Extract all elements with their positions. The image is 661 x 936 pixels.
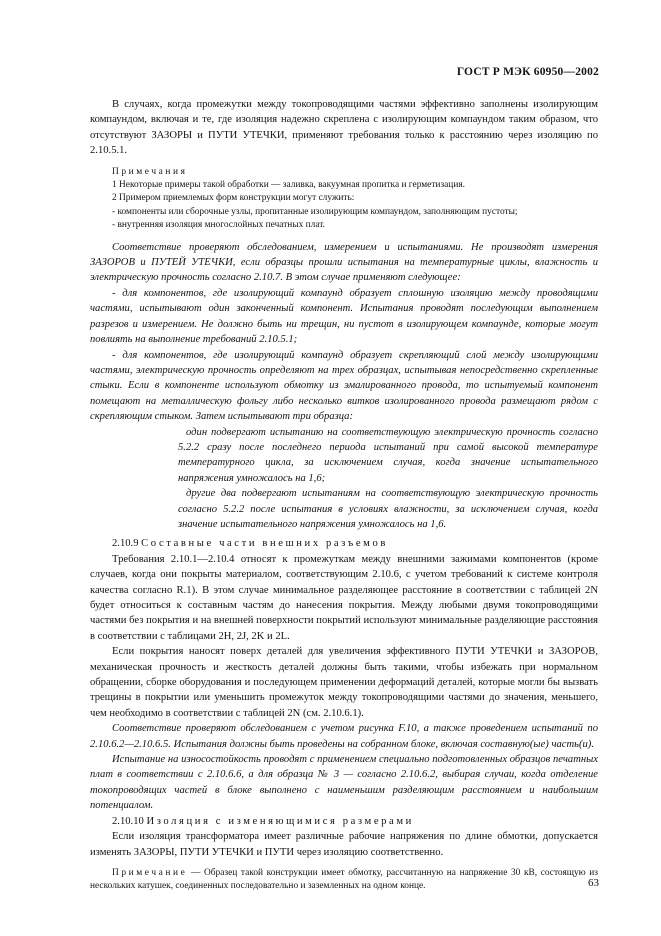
section-heading-2-10-10	[90, 814, 598, 829]
final-note	[90, 867, 598, 894]
section-number: 2.10.9	[112, 538, 139, 550]
note-2: 2 Примером приемлемых форм конструкции могут служить:	[112, 193, 355, 204]
page-number: 63	[588, 877, 599, 889]
note-1: 1 Некоторые примеры такой обработки — заливка, вакуумная пропитка и герметизация.	[112, 180, 465, 191]
note-2-item-b: - внутренняя изоляция многослойных печатных плат.	[112, 220, 325, 231]
compliance-dash-2: - для компонентов, где изолирующий компаунд образует скрепляющий слой между изолирующими частями, электрическую прочность определяют на трех образцах, испытывая непосредственно скрепленные стыки. Если в компоненте используют обмотку из эмалированного провода, то испытуемый компонент помещают на металлическую фольгу либо несколько витков изолированного провода размещают рядом с скрепляющим стыком. Затем испытывают три образца:	[90, 349, 598, 423]
standard-header: ГОСТ Р МЭК 60950—2002	[456, 66, 599, 78]
compliance-sub-2: другие два подвергают испытаниям на соответствующую электрическую прочность согласно 5.2.2 после испытания в условиях влажности, за исключением случая, когда значение испытательного напряжения умножалось на 1,6.	[178, 488, 598, 530]
section-title: Составные части внешних разъемов	[141, 538, 388, 550]
notes-title: Примечания	[112, 166, 188, 177]
compliance-check-2: Соответствие проверяют обследованием с учетом рисунка F.10, а также проведением испытаний по 2.10.6.2—2.10.6.5. Испытания должны быть проведены на собранном блоке, включая составную(ые) часть(и).	[90, 723, 598, 750]
compliance-dash-1: - для компонентов, где изолирующий компаунд образует сплошную изоляцию между проводящими частями, испытывают один законченный компонент. Испытания проводят последующим выполнением разрезов и измерением. Не должно быть ни трещин, ни пустот в изолирующем компаунде, которые могут повлиять на выполнение требований 2.10.5.1;	[90, 287, 598, 346]
final-note-text: — Образец такой конструкции имеет обмотку, рассчитанную на напряжение 30 кВ, состоящую из нескольких катушек, соединенных последовательно и заземленных на одном конце.	[90, 867, 598, 892]
section-heading-2-10-9	[90, 536, 598, 551]
paragraph-2-10-9-b: Если покрытия наносят поверх деталей для увеличения эффективного ПУТИ УТЕЧКИ и ЗАЗОРОВ, механическая прочность и жесткость деталей должны быть такими, чтобы избежать при нормальном обращении, сборке оборудования и последующем применении деформаций деталей, которые могли бы вызвать трещины в покрытии или уменьшить промежуток между токопроводящими частями до значения, меньшего, чем необходимо в соответствии с таблицей 2N (см. 2.10.6.1).	[90, 646, 598, 719]
page-body	[90, 97, 598, 894]
final-note-title: Примечание	[112, 867, 188, 878]
compliance-check-1: Соответствие проверяют обследованием, измерением и испытаниями. Не производят измерения ЗАЗОРОВ и ПУТЕЙ УТЕЧКИ, если образцы прошли испытания на температурные циклы, влажность и электрическую прочность согласно 2.10.7. В этом случае применяют следующее:	[90, 241, 598, 284]
compliance-sub-1: один подвергают испытанию на соответствующую электрическую прочность согласно 5.2.2 сразу после последнего периода испытаний при самой высокой температуре температурного цикла, за исключением случая, когда значение испытательного напряжения умножалось на 1,6;	[178, 426, 598, 484]
paragraph-insulation-compound: В случаях, когда промежутки между токопроводящими частями эффективно заполнены изолирующим компаундом, включая и те, где изоляция надежно скреплена с изолирующим компаундом таким образом, что отсутствуют ЗАЗОРЫ и ПУТИ УТЕЧКИ, применяют требования только к расстоянию через изоляцию по 2.10.5.1.	[90, 99, 598, 157]
section-title: Изоляция с изменяющимися размерами	[146, 815, 414, 827]
section-number: 2.10.10	[112, 815, 144, 827]
paragraph-2-10-9-a: Требования 2.10.1—2.10.4 относят к промежуткам между внешними зажимами компонентов (кроме случаев, когда они покрыты материалом, соответствующим 2.10.6, с учетом требований к системе контроля качества согласно R.1). В этом случае минимальное разделяющее расстояние в соответствии с таблицей 2N будет относиться к составным частям до нанесения покрытия. Между любыми двумя токопроводящими частями без покрытия и на внешней поверхности покрытий используют минимальные разделяющие расстояния в соответствии с таблицами 2H, 2J, 2K и 2L.	[90, 553, 598, 642]
paragraph-2-10-10: Если изоляция трансформатора имеет различные рабочие напряжения по длине обмотки, допускается изменять ЗАЗОРЫ, ПУТИ УТЕЧКИ и ПУТИ через изоляцию соответственно.	[90, 831, 598, 858]
notes-block	[90, 166, 598, 233]
note-2-item-a: - компоненты или сборочные узлы, пропитанные изолирующим компаундом, заполняющим пустоты;	[112, 206, 518, 217]
wear-test-paragraph: Испытание на износостойкость проводят с применением специально подготовленных образцов печатных плат в соответствии с 2.10.6.6, а для образца № 3 — согласно 2.10.6.2, выбирая случаи, когда отделение токопроводящих частей в блоке выполнено с наименьшим разделяющим расстоянием и наибольшим потенциалом.	[90, 754, 598, 812]
